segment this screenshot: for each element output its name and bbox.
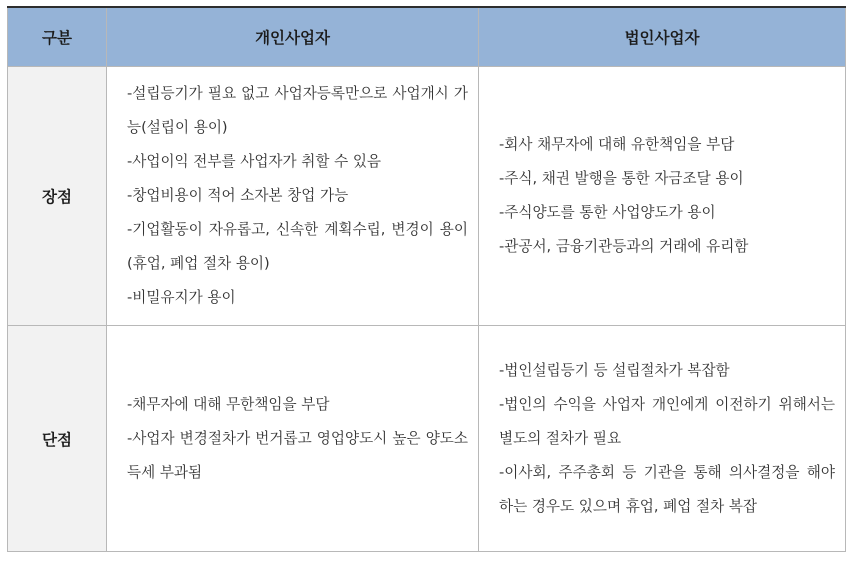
list-item: -회사 채무자에 대해 유한책임을 부담 [499, 136, 735, 153]
list-item: -설립등기가 필요 없고 사업자등록만으로 사업개시 가능(설립이 용이) [127, 85, 468, 136]
header-individual-business: 개인사업자 [107, 7, 479, 67]
list-item: -법인의 수익을 사업자 개인에게 이전하기 위해서는 별도의 절차가 필요 [499, 395, 835, 447]
table-row-disadvantages [8, 326, 846, 552]
table-row-advantages [8, 67, 846, 326]
list-item: -주식양도를 통한 사업양도가 용이 [499, 204, 716, 221]
business-type-comparison-table [7, 6, 846, 552]
table-header-row [8, 7, 846, 67]
cell-individual-advantages [107, 67, 479, 326]
list-item: -채무자에 대해 무한책임을 부담 [127, 395, 330, 413]
row-label-disadvantages: 단점 [8, 326, 107, 552]
header-category: 구분 [8, 7, 107, 67]
cell-corporate-disadvantages [479, 326, 846, 552]
list-item: -사업자 변경절차가 번거롭고 영업양도시 높은 양도소득세 부과됨 [127, 429, 468, 481]
list-item: -창업비용이 적어 소자본 창업 가능 [127, 187, 349, 204]
list-item: -이사회, 주주총회 등 기관을 통해 의사결정을 해야 하는 경우도 있으며 휴업, 폐업 절차 복잡 [499, 463, 835, 515]
list-item: -주식, 채권 발행을 통한 자금조달 용이 [499, 170, 744, 187]
comparison-table-container [7, 6, 846, 552]
list-item: -비밀유지가 용이 [127, 289, 236, 306]
header-corporate-business: 법인사업자 [479, 7, 846, 67]
cell-corporate-advantages [479, 67, 846, 326]
list-item: -기업활동이 자유롭고, 신속한 계획수립, 변경이 용이(휴업, 폐업 절차 용이) [127, 221, 468, 272]
list-item: -법인설립등기 등 설립절차가 복잡함 [499, 361, 730, 379]
row-label-advantages: 장점 [8, 67, 107, 326]
list-item: -사업이익 전부를 사업자가 취할 수 있음 [127, 153, 382, 170]
list-item: -관공서, 금융기관등과의 거래에 유리함 [499, 238, 749, 255]
cell-individual-disadvantages [107, 326, 479, 552]
